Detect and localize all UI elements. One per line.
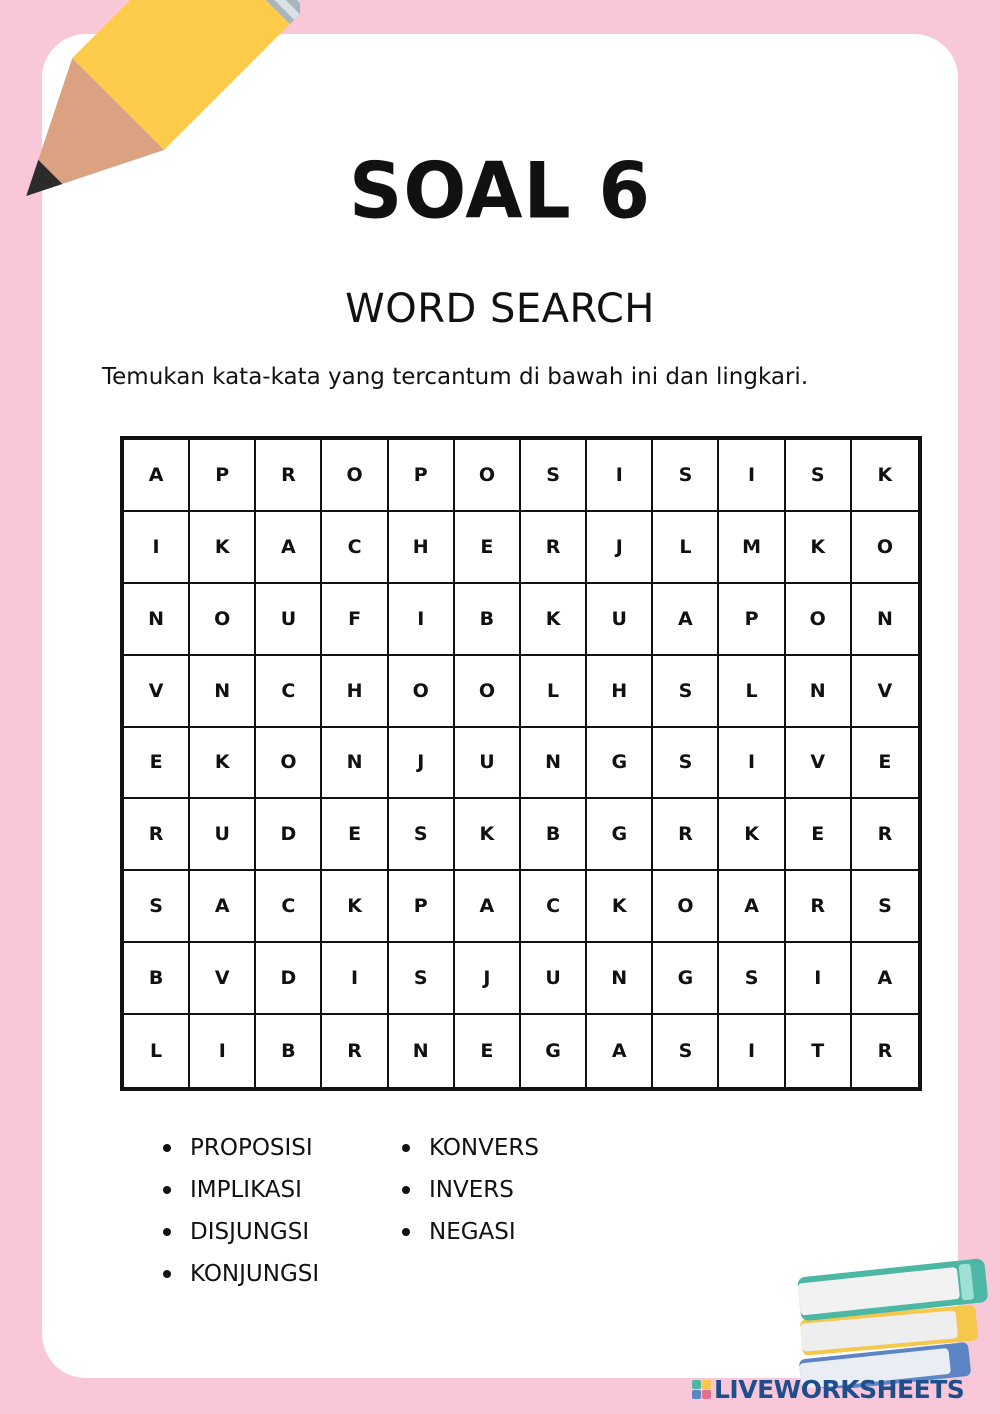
grid-cell[interactable]: I (587, 440, 653, 512)
grid-cell[interactable]: G (587, 799, 653, 871)
grid-cell[interactable]: N (587, 943, 653, 1015)
grid-cell[interactable]: D (256, 799, 322, 871)
grid-cell[interactable]: A (653, 584, 719, 656)
word-list-item: NEGASI (399, 1212, 539, 1254)
grid-cell[interactable]: C (256, 871, 322, 943)
grid-cell[interactable]: O (190, 584, 256, 656)
grid-cell[interactable]: L (521, 656, 587, 728)
grid-cell[interactable]: S (389, 943, 455, 1015)
grid-cell[interactable]: A (587, 1015, 653, 1087)
grid-cell[interactable]: I (322, 943, 388, 1015)
word-list-item: IMPLIKASI (160, 1170, 319, 1212)
grid-cell[interactable]: R (256, 440, 322, 512)
word-list-item: KONVERS (399, 1128, 539, 1170)
grid-cell[interactable]: S (852, 871, 918, 943)
grid-cell[interactable]: S (653, 656, 719, 728)
grid-cell[interactable]: R (877, 1040, 893, 1063)
grid-cell[interactable]: E (852, 728, 918, 800)
grid-cell[interactable]: K (587, 871, 653, 943)
grid-cell[interactable]: P (389, 871, 455, 943)
grid-cell[interactable]: C (256, 656, 322, 728)
grid-cell[interactable]: S (124, 871, 190, 943)
grid-cell[interactable]: V (190, 943, 256, 1015)
grid-cell[interactable]: S (389, 799, 455, 871)
grid-cell[interactable]: O (322, 440, 388, 512)
grid-cell[interactable]: H (587, 656, 653, 728)
grid-cell[interactable]: O (786, 584, 852, 656)
grid-cell[interactable]: K (190, 512, 256, 584)
grid-cell[interactable]: U (190, 799, 256, 871)
grid-cell[interactable]: S (786, 440, 852, 512)
grid-cell[interactable]: N (389, 1015, 455, 1087)
grid-cell[interactable]: I (124, 512, 190, 584)
grid-cell[interactable]: B (124, 943, 190, 1015)
grid-cell[interactable]: S (653, 1015, 719, 1087)
grid-cell[interactable]: R (521, 512, 587, 584)
grid-cell[interactable]: E (455, 512, 521, 584)
grid-cell[interactable]: K (521, 584, 587, 656)
grid-cell[interactable]: J (587, 512, 653, 584)
grid-cell[interactable]: J (389, 728, 455, 800)
books-stack-icon (790, 1238, 990, 1388)
grid-cell[interactable]: A (256, 512, 322, 584)
grid-cell[interactable]: L (653, 512, 719, 584)
grid-cell[interactable]: E (786, 799, 852, 871)
word-list-item: DISJUNGSI (160, 1212, 319, 1254)
liveworksheets-logo (692, 1370, 964, 1408)
grid-cell[interactable]: I (786, 943, 852, 1015)
grid-cell[interactable]: O (852, 512, 918, 584)
page-subtitle: WORD SEARCH (345, 286, 655, 332)
logo-badge-cell (692, 1380, 701, 1389)
grid-cell[interactable]: S (653, 728, 719, 800)
word-list-item: INVERS (399, 1170, 539, 1212)
grid-cell[interactable]: G (587, 728, 653, 800)
grid-cell[interactable]: R (786, 871, 852, 943)
logo-text: LIVEWORKSHEETS (714, 1374, 965, 1404)
logo-badge-cell (702, 1390, 711, 1399)
grid-cell[interactable]: I (719, 1015, 785, 1087)
grid-cell[interactable]: I (719, 440, 785, 512)
grid-cell[interactable]: H (322, 656, 388, 728)
grid-cell[interactable]: P (389, 440, 455, 512)
grid-cell[interactable]: C (521, 871, 587, 943)
grid-cell[interactable]: P (719, 584, 785, 656)
grid-cell[interactable]: O (389, 656, 455, 728)
grid-cell[interactable]: P (190, 440, 256, 512)
word-list-item: KONJUNGSI (160, 1254, 319, 1296)
grid-cell[interactable]: I (190, 1015, 256, 1087)
grid-cell[interactable]: N (124, 584, 190, 656)
grid-cell[interactable]: V (786, 728, 852, 800)
word-list-item: PROPOSISI (160, 1128, 319, 1170)
grid-cell[interactable]: O (653, 871, 719, 943)
grid-cell[interactable]: I (719, 728, 785, 800)
grid-cell[interactable]: B (521, 799, 587, 871)
grid-cell[interactable]: D (256, 943, 322, 1015)
grid-cell[interactable]: E (455, 1015, 521, 1087)
grid-cell[interactable]: S (653, 440, 719, 512)
grid-cell[interactable]: R (124, 799, 190, 871)
grid-cell[interactable]: A (852, 943, 918, 1015)
grid-cell[interactable]: K (852, 440, 918, 512)
grid-cell[interactable]: B (256, 1015, 322, 1087)
instruction-text: Temukan kata-kata yang tercantum di bawah ini dan lingkari. (102, 364, 809, 390)
grid-cell[interactable]: S (719, 943, 785, 1015)
word-list-column-1 (160, 1128, 319, 1296)
grid-cell[interactable]: V (124, 656, 190, 728)
grid-cell[interactable]: L (719, 656, 785, 728)
grid-cell[interactable]: N (786, 656, 852, 728)
grid-cell[interactable]: G (653, 943, 719, 1015)
grid-cell[interactable]: O (455, 440, 521, 512)
grid-cell[interactable]: U (455, 728, 521, 800)
grid-cell[interactable]: E (124, 728, 190, 800)
grid-cell[interactable]: K (719, 799, 785, 871)
grid-cell[interactable]: O (256, 728, 322, 800)
word-list-column-2 (399, 1128, 539, 1254)
grid-cell[interactable]: T (786, 1015, 852, 1087)
grid-cell[interactable]: U (256, 584, 322, 656)
grid-cell[interactable]: C (322, 512, 388, 584)
grid-cell[interactable]: K (322, 871, 388, 943)
grid-cell[interactable]: U (521, 943, 587, 1015)
grid-cell[interactable]: R (322, 1015, 388, 1087)
grid-cell[interactable]: J (455, 943, 521, 1015)
grid-cell[interactable]: R (852, 799, 918, 871)
logo-badge-cell (702, 1380, 711, 1389)
grid-cell[interactable]: A (719, 871, 785, 943)
grid-cell[interactable]: B (455, 584, 521, 656)
grid-cell[interactable]: M (719, 512, 785, 584)
logo-badge-icon (692, 1380, 711, 1399)
grid-cell[interactable]: O (455, 656, 521, 728)
grid-cell[interactable]: F (322, 584, 388, 656)
grid-cell[interactable]: E (322, 799, 388, 871)
grid-cell[interactable]: G (521, 1015, 587, 1087)
grid-cell[interactable]: N (322, 728, 388, 800)
grid-cell[interactable]: H (389, 512, 455, 584)
grid-cell[interactable]: U (587, 584, 653, 656)
grid-cell[interactable]: N (521, 728, 587, 800)
grid-cell[interactable]: V (852, 656, 918, 728)
grid-cell[interactable]: A (455, 871, 521, 943)
grid-cell[interactable]: S (521, 440, 587, 512)
grid-cell[interactable]: A (124, 440, 190, 512)
page-title: SOAL 6 (349, 145, 651, 237)
grid-cell[interactable]: N (852, 584, 918, 656)
grid-cell[interactable]: N (190, 656, 256, 728)
logo-badge-cell (692, 1390, 701, 1399)
grid-cell[interactable]: R (653, 799, 719, 871)
grid-cell[interactable]: I (389, 584, 455, 656)
grid-cell[interactable]: L (124, 1015, 190, 1087)
grid-cell[interactable]: K (786, 512, 852, 584)
grid-cell[interactable]: K (455, 799, 521, 871)
grid-cell[interactable]: A (190, 871, 256, 943)
word-search-grid (120, 436, 922, 1091)
grid-cell[interactable]: K (190, 728, 256, 800)
